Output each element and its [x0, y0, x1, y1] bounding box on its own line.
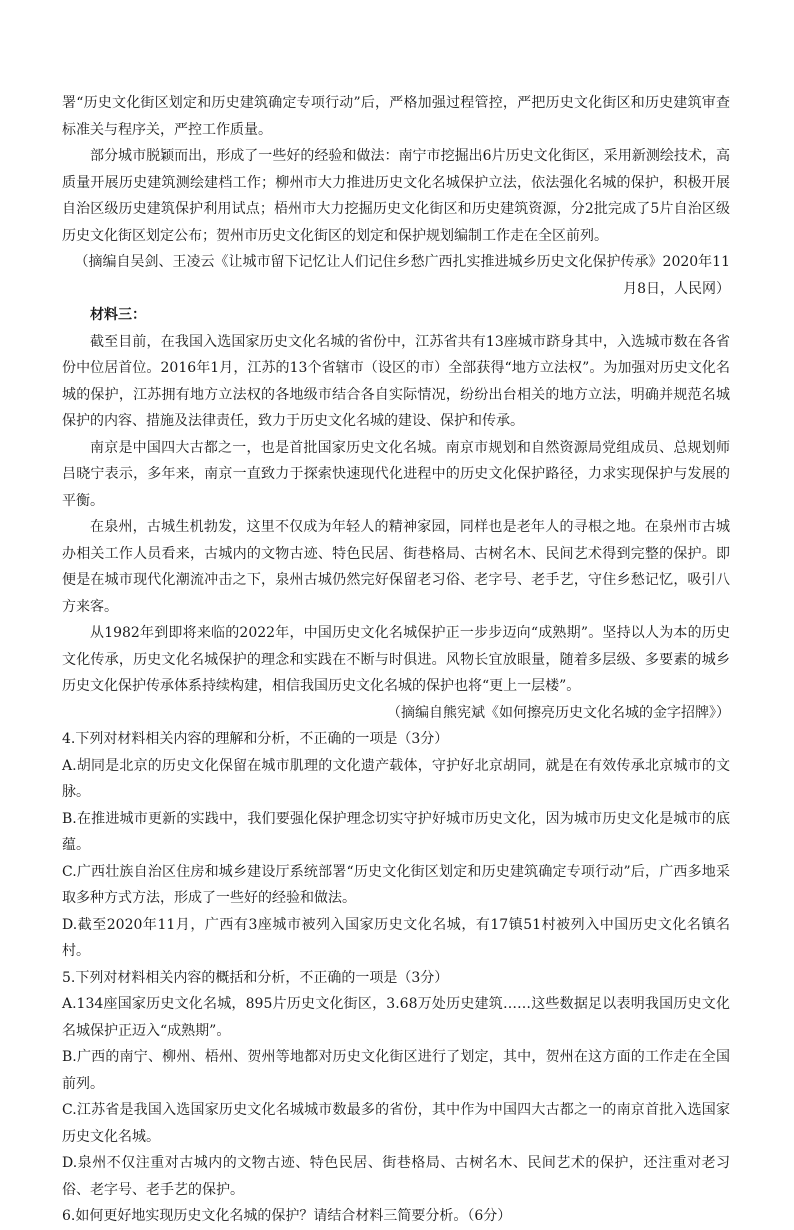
material2-tail: 署“历史文化街区划定和历史建筑确定专项行动”后，严格加强过程管控，严把历史文化街区和历史建筑审查标准关与程序关，严控工作质量。	[62, 95, 730, 138]
question-5-option-a: A.134座国家历史文化名城，895片历史文化街区，3.68万处历史建筑……这些数据足以表明我国历史文化名城保护正迈入“成熟期”。	[62, 996, 730, 1039]
question-4-option-d: D.截至2020年11月，广西有3座城市被列入国家历史文化名城，有17镇51村被列入中国历史文化名镇名村。	[62, 916, 730, 959]
question-6-stem: 6.如何更好地实现历史文化名城的保护？请结合材料三简要分析。（6分）	[62, 1208, 512, 1224]
question-5-option-d: D.泉州不仅注重对古城内的文物古迹、特色民居、街巷格局、古树名木、民间艺术的保护，还注重对老习俗、老字号、老手艺的保护。	[62, 1155, 730, 1198]
question-4-stem: 4.下列对材料相关内容的理解和分析，不正确的一项是（3分）	[62, 731, 449, 747]
material3-paragraph: 南京是中国四大古都之一，也是首批国家历史文化名城。南京市规划和自然资源局党组成员、总规划师吕晓宁表示，多年来，南京一直致力于探索快速现代化进程中的历史文化保护路径，力求实现保护与发展的平衡。	[62, 439, 730, 509]
material3-paragraph: 截至目前，在我国入选国家历史文化名城的省份中，江苏省共有13座城市跻身其中，入选城市数在各省份中位居首位。2016年1月，江苏的13个省辖市（设区的市）全部获得“地方立法权”。为加强对历史文化名城的保护，江苏拥有地方立法权的各地级市结合各自实际情况，纷纷出台相关的地方立法，明确并规范名城保护的内容、措施及法律责任，致力于历史文化名城的建设、保护和传承。	[62, 333, 730, 429]
material3-heading: 材料三：	[90, 307, 146, 323]
material2-source: （摘编自吴剑、王凌云《让城市留下记忆让人们记住乡愁广西扎实推进城乡历史文化保护传承》2020年11月8日，人民网）	[74, 254, 730, 297]
material3-source: （摘编自熊宪斌《如何擦亮历史文化名城的金字招牌》）	[387, 704, 730, 721]
question-4-option-b: B.在推进城市更新的实践中，我们要强化保护理念切实守护好城市历史文化，因为城市历史文化是城市的底蕴。	[62, 810, 730, 853]
question-4-option-c: C.广西壮族自治区住房和城乡建设厅系统部署“历史文化街区划定和历史建筑确定专项行动”后，广西多地采取多种方式方法，形成了一些好的经验和做法。	[62, 863, 730, 906]
material2-paragraph: 部分城市脱颖而出，形成了一些好的经验和做法：南宁市挖掘出6片历史文化街区，采用新测绘技术，高质量开展历史建筑测绘建档工作；柳州市大力推进历史文化名城保护立法，依法强化名城的保护，积极开展自治区级历史建筑保护利用试点；梧州市大力挖掘历史文化街区和历史建筑资源，分2批完成了5片自治区级历史文化街区划定公布；贺州市历史文化街区的划定和保护规划编制工作走在全区前列。	[62, 148, 730, 244]
material3-paragraph: 在泉州，古城生机勃发，这里不仅成为年轻人的精神家园，同样也是老年人的寻根之地。在泉州市古城办相关工作人员看来，古城内的文物古迹、特色民居、街巷格局、古树名木、民间艺术得到完整的保护。即便是在城市现代化潮流冲击之下，泉州古城仍然完好保留老习俗、老字号、老手艺，守住乡愁记忆，吸引八方来客。	[62, 519, 730, 615]
document-page	[62, 90, 730, 1230]
question-4-option-a: A.胡同是北京的历史文化保留在城市肌理的文化遗产载体，守护好北京胡同，就是在有效传承北京城市的文脉。	[62, 757, 730, 800]
material3-paragraph: 从1982年到即将来临的2022年，中国历史文化名城保护正一步步迈向“成熟期”。坚持以人为本的历史文化传承，历史文化名城保护的理念和实践在不断与时俱进。风物长宜放眼量，随着多层级、多要素的城乡历史文化保护传承体系持续构建，相信我国历史文化名城的保护也将“更上一层楼”。	[62, 625, 730, 694]
question-5-option-c: C.江苏省是我国入选国家历史文化名城城市数最多的省份，其中作为中国四大古都之一的南京首批入选国家历史文化名城。	[62, 1102, 730, 1145]
question-5-stem: 5.下列对材料相关内容的概括和分析，不正确的一项是（3分）	[62, 969, 449, 986]
question-5-option-b: B.广西的南宁、柳州、梧州、贺州等地都对历史文化街区进行了划定，其中，贺州在这方面的工作走在全国前列。	[62, 1049, 730, 1092]
